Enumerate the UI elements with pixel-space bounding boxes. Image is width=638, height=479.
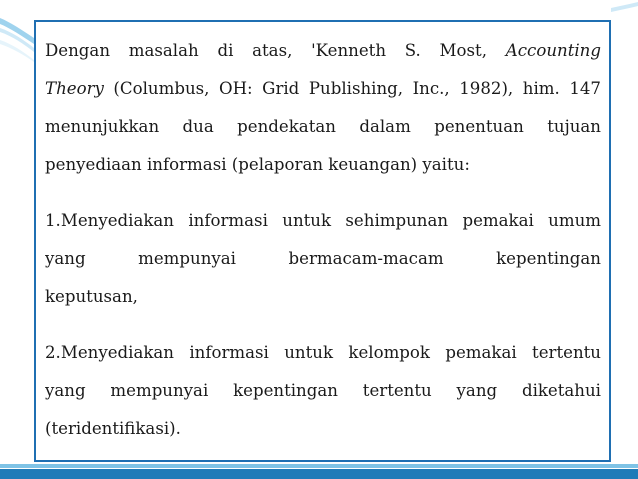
- intro-line-2-text: (Columbus, OH: Grid Publishing, Inc., 1982), him. 147: [103, 79, 601, 98]
- content-box: [34, 20, 611, 462]
- intro-line-3: menunjukkan dua pendekatan dalam penentuan tujuan: [45, 117, 601, 136]
- bottom-accent-bar: [0, 469, 638, 479]
- intro-line-1-italic: Accounting: [505, 41, 601, 60]
- intro-line-2: [45, 70, 601, 108]
- intro-line-4: penyediaan informasi (pelaporan keuangan) yaitu:: [45, 155, 470, 174]
- intro-line-2-italic: Theory: [45, 79, 104, 98]
- item2-line-2: yang mempunyai kepentingan tertentu yang diketahui: [45, 381, 601, 400]
- item1-line-1: 1.Menyediakan informasi untuk sehimpunan pemakai umum: [45, 211, 601, 230]
- spacer: [45, 316, 601, 334]
- intro-paragraph: [45, 32, 601, 184]
- list-item-1: [45, 202, 601, 316]
- intro-line-1: [45, 32, 601, 70]
- item1-line-3: keputusan,: [45, 287, 138, 306]
- spacer: [45, 184, 601, 202]
- bottom-accent-light: [0, 464, 638, 468]
- item2-line-1: 2.Menyediakan informasi untuk kelompok pemakai tertentu: [45, 343, 601, 362]
- intro-line-1-text: Dengan masalah di atas, 'Kenneth S. Most,: [45, 41, 506, 60]
- item2-line-3: (teridentifikasi).: [45, 419, 181, 438]
- list-item-2: [45, 334, 601, 448]
- item1-line-2: yang mempunyai bermacam-macam kepentingan: [45, 249, 601, 268]
